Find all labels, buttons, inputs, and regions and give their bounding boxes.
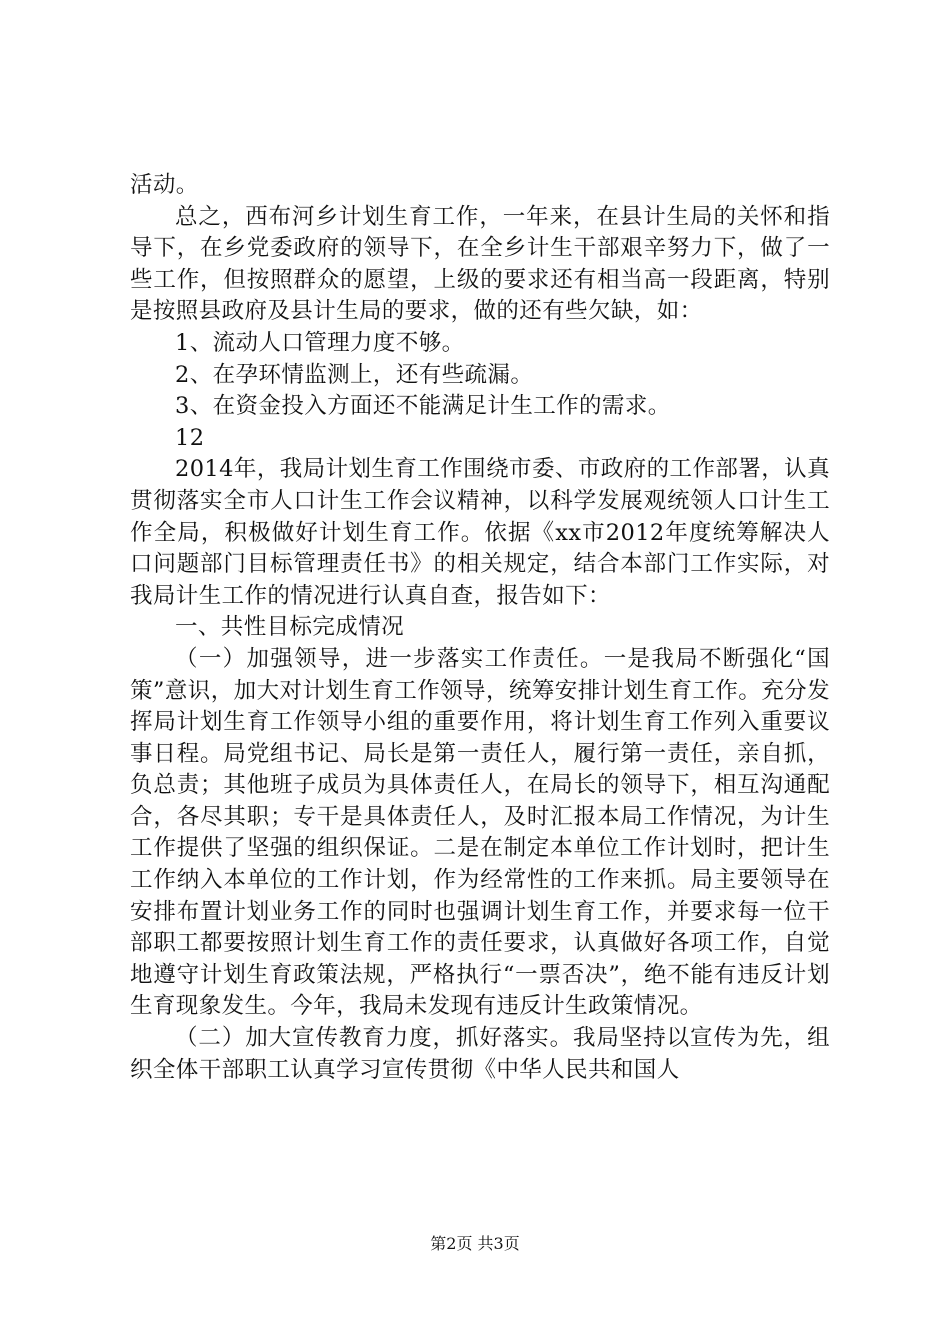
paragraph-9: （二）加大宣传教育力度，抓好落实。我局坚持以宣传为先，组织全体干部职工认真学习宣传贯彻《中华人民共和国人 (130, 1025, 830, 1083)
paragraph-6: 2014年，我局计划生育工作围绕市委、市政府的工作部署，认真贯彻落实全市人口计生工作会议精神，以科学发展观统领人口计生工作全局，积极做好计划生育工作。依据《xx市2012年度统筹解决人口问题部门目标管理责任书》的相关规定，结合本部门工作实际，对我局计生工作的情况进行认真自查，报告如下： (130, 456, 830, 609)
paragraph-5: 12 (175, 424, 205, 451)
paragraph-7: 一、共性目标完成情况 (175, 614, 405, 641)
paragraph-1: 总之，西布河乡计划生育工作，一年来，在县计生局的关怀和指导下，在乡党委政府的领导下，在全乡计生干部艰辛努力下，做了一些工作，但按照群众的愿望，上级的要求还有相当高一段距离，特别是按照县政府及县计生局的要求，做的还有些欠缺，如： (130, 203, 830, 325)
page-number-label: 第2页 共3页 (430, 1234, 520, 1253)
document-body (130, 170, 830, 1086)
paragraph-8: （一）加强领导，进一步落实工作责任。一是我局不断强化“国策”意识，加大对计划生育工作领导，统筹安排计划生育工作。充分发挥局计划生育工作领导小组的重要作用，将计划生育工作列入重要议事日程。局党组书记、局长是第一责任人，履行第一责任，亲自抓，负总责；其他班子成员为具体责任人，在局长的领导下，相互沟通配合，各尽其职；专干是具体责任人，及时汇报本局工作情况，为计生工作提供了坚强的组织保证。二是在制定本单位工作计划时，把计生工作纳入本单位的工作计划，作为经常性的工作来抓。局主要领导在安排布置计划业务工作的同时也强调计划生育工作，并要求每一位干部职工都要按照计划生育工作的责任要求，认真做好各项工作，自觉地遵守计划生育政策法规，严格执行“一票否决”，绝不能有违反计划生育现象发生。今年，我局未发现有违反计生政策情况。 (130, 645, 830, 1020)
paragraph-0: 活动。 (130, 172, 199, 198)
paragraph-3: 2、在孕环情监测上，还有些疏漏。 (175, 361, 534, 388)
paragraph-4: 3、在资金投入方面还不能满足计生工作的需求。 (175, 393, 671, 420)
paragraph-2: 1、流动人口管理力度不够。 (175, 329, 465, 356)
page-footer (0, 1234, 950, 1254)
